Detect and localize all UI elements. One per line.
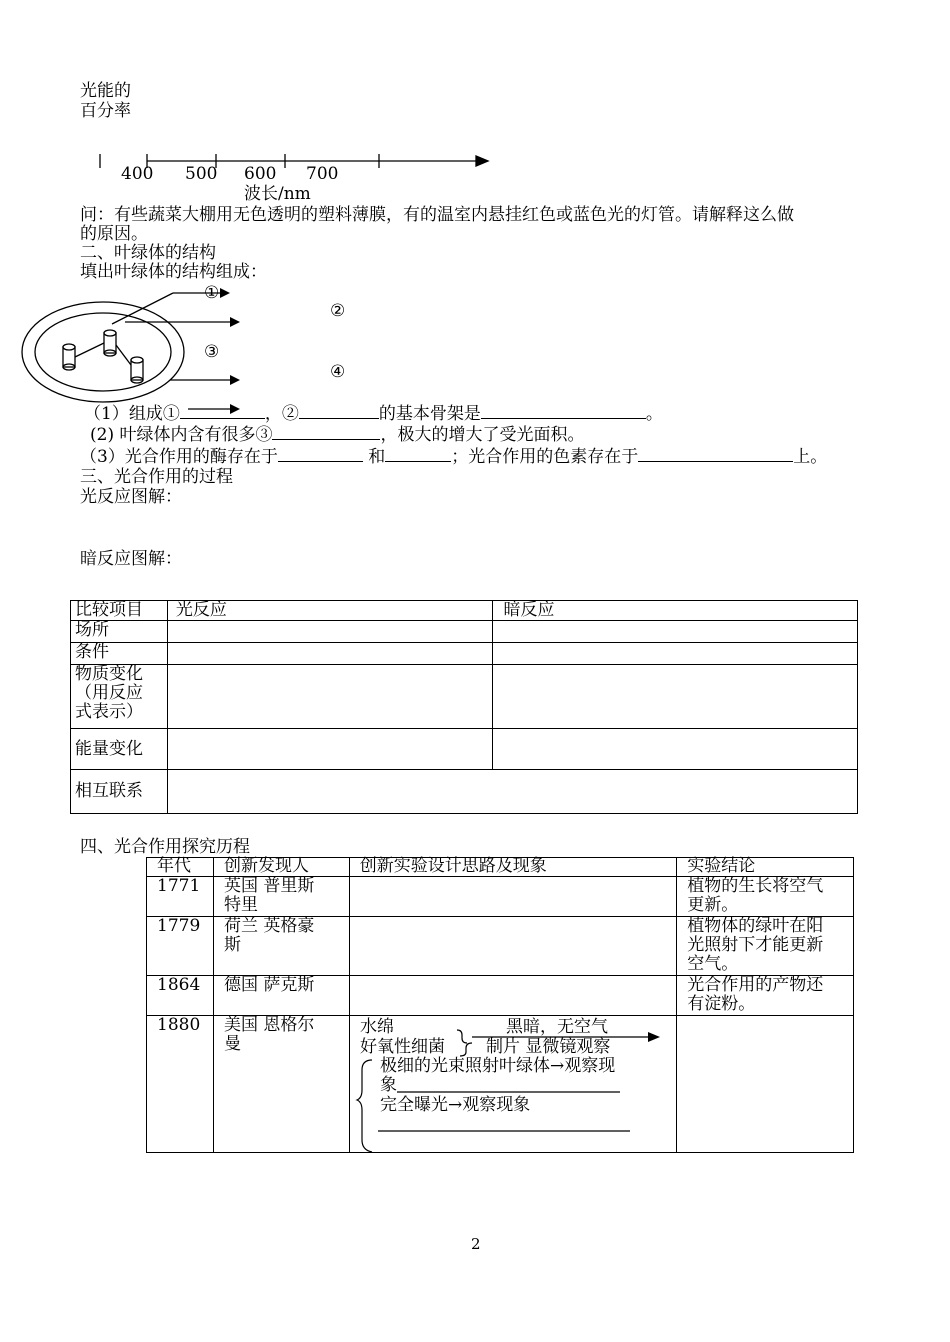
table-row [71,621,858,643]
blank-5[interactable] [278,446,363,462]
answer-cell[interactable] [167,643,493,665]
compare-table [70,600,858,814]
section4-heading: 四、光合作用探究历程 [80,837,250,857]
conclusion-line: 光照射下才能更新 [687,935,824,955]
row-label: 场所 [71,621,168,643]
person-cell [213,976,349,1016]
person-line: 特里 [223,895,258,915]
blank-6[interactable] [385,446,451,462]
q2-prefix: (2) 叶绿体内含有很多③ [90,425,273,445]
table-row [71,665,858,729]
header-cell: 暗反应 [493,601,858,621]
section3-heading: 三、光合作用的过程 [80,467,233,487]
table-row [147,917,854,976]
blank-4[interactable] [272,424,380,440]
y-axis-label-line2: 百分率 [80,101,131,121]
conclusion-cell [677,877,854,917]
person-line: 曼 [223,1034,241,1054]
engelmann-dark: 黑暗，无空气 [506,1017,608,1037]
engelmann-slide: 制片 显微镜观察 [486,1037,611,1057]
question-2-2 [90,424,584,445]
question-2-3 [80,446,827,467]
person-line: 荷兰 英格豪 [223,916,315,936]
blank-1[interactable] [180,403,265,419]
section2-heading: 二、叶绿体的结构 [80,243,216,263]
answer-cell[interactable] [493,665,858,729]
tick-500: 500 [185,164,218,184]
year-cell: 1864 [147,976,214,1016]
table-row [71,601,858,621]
answer-cell[interactable] [167,665,493,729]
blank-2[interactable] [299,403,379,419]
marker-1: ① [204,283,220,303]
person-line: 英国 普里斯 [223,876,315,896]
engelmann-bacteria: 好氧性细菌 [360,1037,445,1057]
answer-cell[interactable] [349,877,676,917]
q3-mid: 和 [362,447,386,467]
year-cell: 1771 [147,877,214,917]
blank-7[interactable] [638,446,793,462]
table-row [71,770,858,814]
light-reaction-label: 光反应图解： [80,487,182,507]
inner-membrane [35,313,171,391]
answer-cell[interactable] [349,917,676,976]
blank-3[interactable] [481,403,646,419]
row-label-line: 式表示） [75,702,143,722]
engelmann-xiang: 象 [380,1075,397,1095]
row-label: 相互联系 [71,770,168,814]
pointer-arrowheads [220,288,240,414]
table-row [147,858,854,877]
axis-arrowhead [476,156,488,166]
header-cell: 创新实验设计思路及现象 [349,858,676,877]
q1-end: 。 [645,404,663,424]
person-line: 斯 [223,935,241,955]
row-label: 条件 [71,643,168,665]
year-cell: 1880 [147,1016,214,1153]
header-cell: 光反应 [167,601,493,621]
outer-membrane [22,302,184,402]
tick-700: 700 [306,164,339,184]
header-cell: 实验结论 [677,858,854,877]
answer-cell[interactable] [493,643,858,665]
table-row [147,976,854,1016]
page-number: 2 [471,1235,481,1253]
engelmann-shuimian: 水绵 [360,1017,394,1037]
chloroplast-diagram [22,293,232,409]
q1-prefix: （1）组成① [84,404,180,424]
conclusion-line: 植物体的绿叶在阳 [687,916,824,936]
conclusion-line: 更新。 [687,895,739,915]
marker-3: ③ [204,342,220,362]
question-2-1 [84,403,663,424]
table-row [71,729,858,770]
person-cell [213,917,349,976]
q2-end: ，极大的增大了受光面积。 [380,425,585,445]
marker-4: ④ [330,362,346,382]
engelmann-fine-light: 极细的光束照射叶绿体→观察现 [380,1056,616,1076]
table-row [147,877,854,917]
conclusion-line: 光合作用的产物还 [687,975,824,995]
tick-600: 600 [244,164,277,184]
q3-mid2: ；光合作用的色素存在于 [451,447,639,467]
person-cell [213,877,349,917]
conclusion-cell [677,976,854,1016]
year-cell: 1779 [147,917,214,976]
wavelength-axis [100,154,488,168]
x-axis-label: 波长/nm [244,184,311,204]
question-line2: 的原因。 [80,224,148,244]
row-label-line: 物质变化 [75,664,143,684]
person-line: 德国 萨克斯 [223,975,315,995]
row-label-line: （用反应 [75,683,143,703]
row-label: 能量变化 [71,729,168,770]
section2-instruction: 填出叶绿体的结构组成： [80,262,267,282]
tick-400: 400 [121,164,154,184]
row-label [71,665,168,729]
y-axis-label-line1: 光能的 [80,81,131,101]
answer-cell[interactable] [167,770,857,814]
answer-cell[interactable] [349,976,676,1016]
header-cell: 年代 [147,858,214,877]
answer-cell[interactable] [167,729,493,770]
answer-cell[interactable] [493,621,858,643]
table-row [71,643,858,665]
answer-cell[interactable] [167,621,493,643]
q3-prefix: （3）光合作用的酶存在于 [80,447,278,467]
answer-cell[interactable] [493,729,858,770]
dark-reaction-label: 暗反应图解： [80,549,182,569]
q1-mid1: ，② [264,404,299,424]
conclusion-line: 有淀粉。 [687,994,756,1014]
person-line: 美国 恩格尔 [223,1015,315,1035]
engelmann-full-light: 完全曝光→观察现象 [380,1095,531,1115]
marker-2: ② [330,301,346,321]
header-cell: 创新发现人 [213,858,349,877]
q1-mid2: 的基本骨架是 [378,404,481,424]
conclusion-line: 植物的生长将空气 [687,876,824,896]
question-line1: 问：有些蔬菜大棚用无色透明的塑料薄膜，有的温室内悬挂红色或蓝色光的灯管。请解释这么做 [80,205,794,225]
q3-end: 上。 [793,447,828,467]
person-cell [213,1016,349,1153]
conclusion-line: 空气。 [687,954,739,974]
conclusion-cell [677,917,854,976]
answer-cell[interactable] [677,1016,854,1153]
header-cell: 比较项目 [71,601,168,621]
